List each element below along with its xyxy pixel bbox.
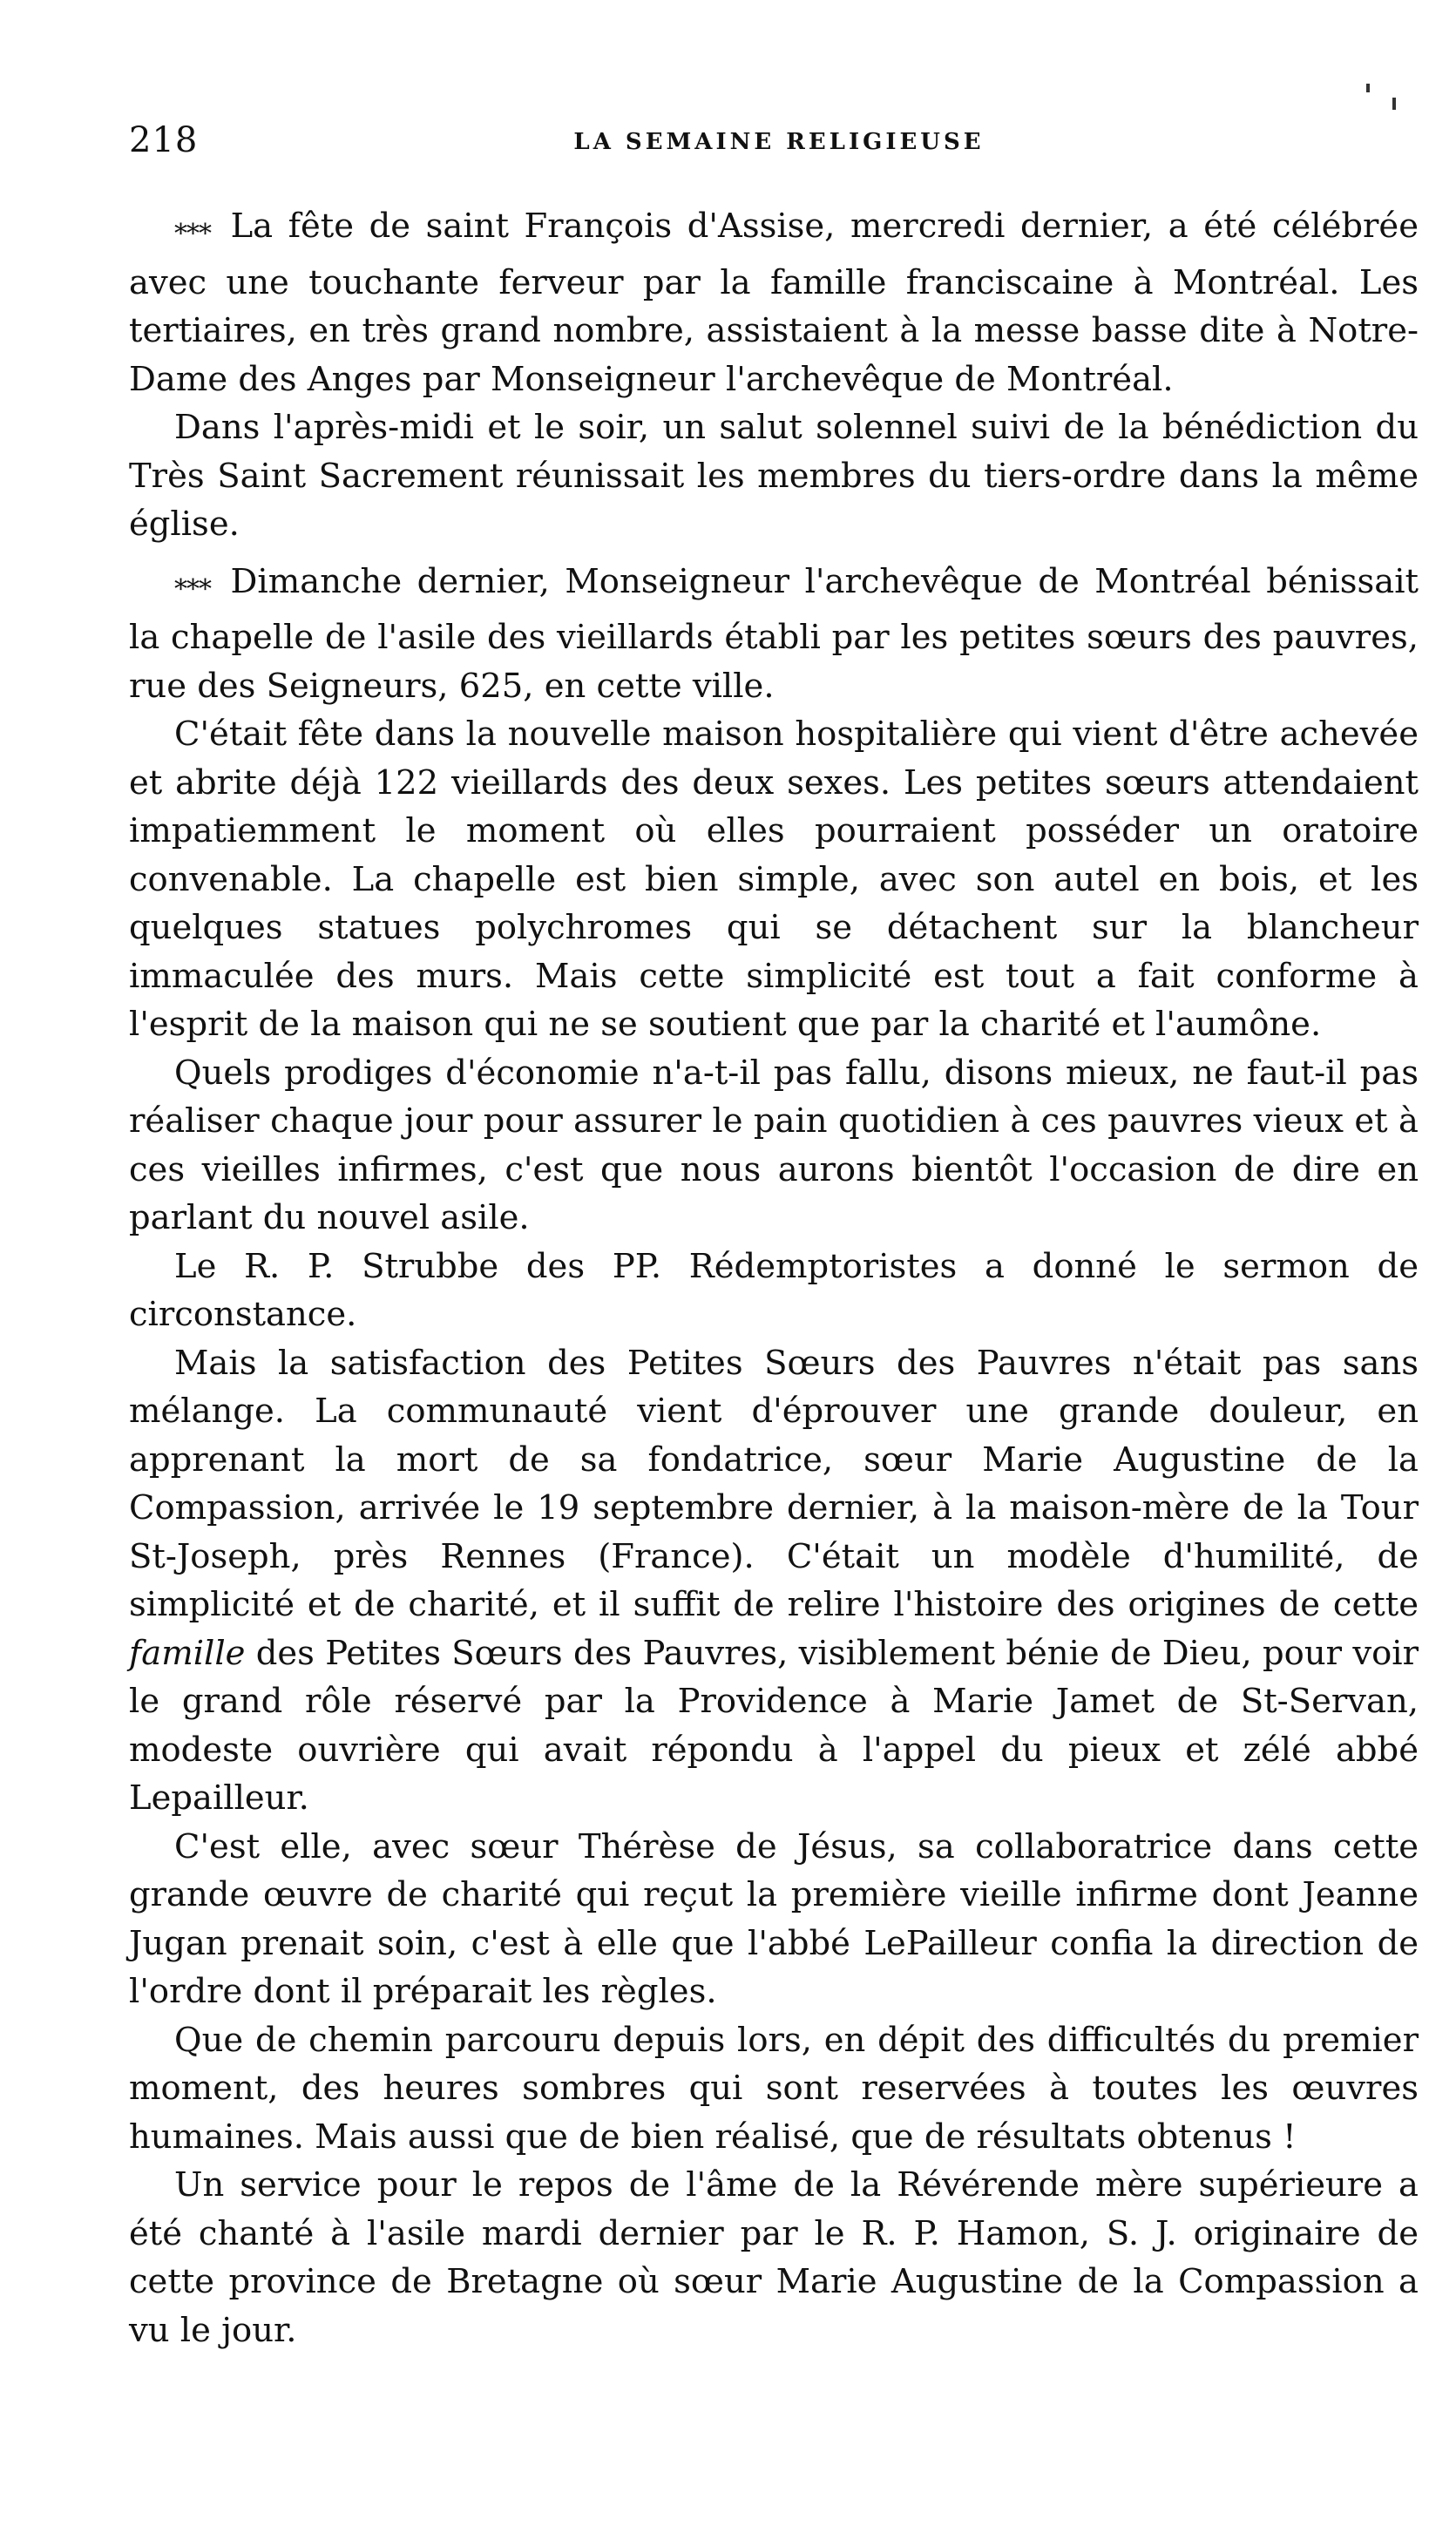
paragraph-text: des Petites Sœurs des Pauvres, visiblement bénie de Dieu, pour voir le grand rôle réservé par la Providence à Marie Jamet de St-Servan, modeste ouvrière qui avait répondu à l'appel du pieux et zélé abbé Lepailleur. xyxy=(129,1633,1419,1818)
paragraph xyxy=(129,1243,1419,1339)
page-number: 218 xyxy=(129,120,199,160)
paragraph xyxy=(129,558,1419,711)
asterism-separator: * * * xyxy=(174,573,210,605)
paragraph-text: Un service pour le repos de l'âme de la Révérende mère supérieure a été chanté à l'asile mardi dernier par le R. P. Hamon, S. J. originaire de cette province de Bretagne où sœur Marie Augustine de la Compassion a vu le jour. xyxy=(129,2165,1419,2350)
paragraph xyxy=(129,2161,1419,2354)
paragraph xyxy=(129,1049,1419,1243)
paragraph-text: C'était fête dans la nouvelle maison hospitalière qui vient d'être achevée et abrite déjà 122 vieillards des deux sexes. Les petites sœurs attendaient impatiemment le moment où elles pourraient posséder un oratoire convenable. La chapelle est bien simple, avec son autel en bois, et les quelques statues polychromes qui se détachent sur la blancheur immaculée des murs. Mais cette simplicité est tout a fait conforme à l'esprit de la maison qui ne se soutient que par la charité et l'aumône. xyxy=(129,715,1419,1044)
page-header xyxy=(129,120,1429,173)
paragraph-text: Dans l'après-midi et le soir, un salut solennel suivi de la bénédiction du Très Saint Sacrement réunissait les membres du tiers-ordre dans la même église. xyxy=(129,408,1419,544)
paragraph xyxy=(129,1823,1419,2016)
paragraph xyxy=(129,710,1419,1049)
paragraph-text: Le R. P. Strubbe des PP. Rédemptoristes a donné le sermon de circonstance. xyxy=(129,1246,1419,1334)
paragraph-text: Quels prodiges d'économie n'a-t-il pas fallu, disons mieux, ne faut-il pas réaliser chaque jour pour assurer le pain quotidien à ces pauvres vieux et à ces vieilles infirmes, c'est que nous aurons bientôt l'occasion de dire en parlant du nouvel asile. xyxy=(129,1053,1419,1237)
paragraph xyxy=(129,403,1419,549)
paragraph-text: Que de chemin parcouru depuis lors, en dépit des difficultés du premier moment, des heures sombres qui sont reservées à toutes les œuvres humaines. Mais aussi que de bien réalisé, que de résultats obtenus ! xyxy=(129,2020,1419,2157)
article-body xyxy=(129,202,1419,2354)
paragraph xyxy=(129,1339,1419,1823)
paragraph-text: C'est elle, avec sœur Thérèse de Jésus, sa collaboratrice dans cette grande œuvre de charité qui reçut la première vieille infirme dont Jeanne Jugan prenait soin, c'est à elle que l'abbé LePailleur confia la direction de l'ordre dont il préparait les règles. xyxy=(129,1826,1419,2011)
paragraph xyxy=(129,202,1419,403)
scan-speck xyxy=(1366,84,1370,92)
paragraph-text: Dimanche dernier, Monseigneur l'archevêque de Montréal bénissait la chapelle de l'asile des vieillards établi par les petites sœurs des pauvres, rue des Seigneurs, 625, en cette ville. xyxy=(129,561,1419,706)
paragraph-text: Mais la satisfaction des Petites Sœurs des Pauvres n'était pas sans mélange. La communauté vient d'éprouver une grande douleur, en apprenant la mort de sa fondatrice, sœur Marie Augustine de la Compassion, arrivée le 19 septembre dernier, à la maison-mère de la Tour St-Joseph, près Rennes (France). C'était un modèle d'humilité, de simplicité et de charité, et il suffit de relire l'histoire des origines de cette xyxy=(129,1343,1419,1624)
paragraph-text: La fête de saint François d'Assise, mercredi dernier, a été célébrée avec une touchante ferveur par la famille franciscaine à Montréal. Les tertiaires, en très grand nombre, assistaient à la messe basse dite à Notre-Dame des Anges par Monseigneur l'archevêque de Montréal. xyxy=(129,207,1419,399)
running-title: LA SEMAINE RELIGIEUSE xyxy=(573,129,985,155)
paragraph xyxy=(129,2016,1419,2162)
italic-word: famille xyxy=(129,1633,246,1673)
asterism-separator: * * * xyxy=(174,219,210,249)
scan-speck xyxy=(1392,98,1396,110)
